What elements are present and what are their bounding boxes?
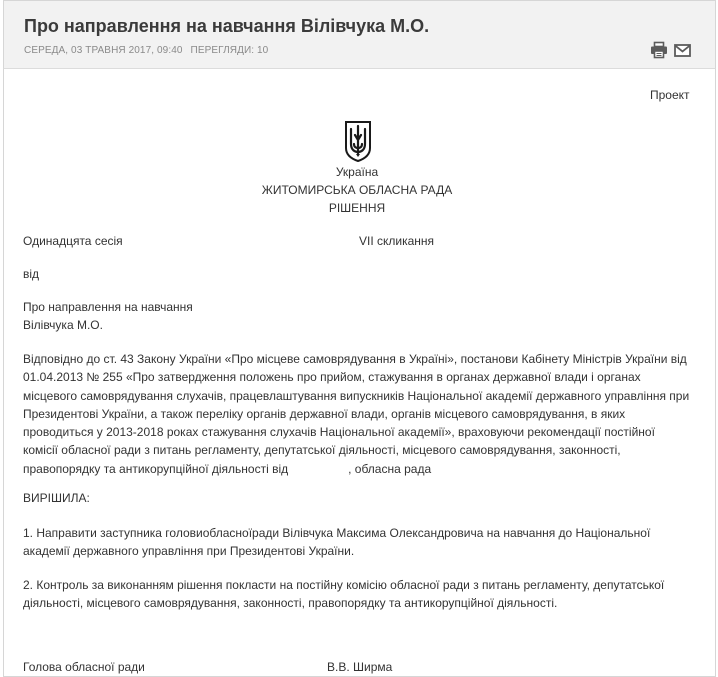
preamble-end: , обласна рада: [348, 461, 432, 476]
email-icon[interactable]: [674, 44, 691, 62]
session-label: Одинадцята сесія: [23, 234, 123, 248]
date-label: від: [23, 267, 40, 281]
preamble-paragraph: [23, 350, 693, 478]
council-name: ЖИТОМИРСЬКА ОБЛАСНА РАДА: [261, 183, 453, 197]
preamble-text: Відповідно до ст. 43 Закону України «Про місцеве самоврядування в Україні», постанови Кабінету Міністрів України від 01.04.2013 № 255 «Про затвердження положень про прийом, стажування в органах державної влади і органах місцевого самоврядування слухачів, працевлаштування випускників Національної академії державного управління при Президентові України, а також переліку органів державної влади, органів місцевого самоврядування, в яких проводиться у 2013-2018 роках стажування слухачів Національної академії», враховуючи рекомендації постійної комісії обласної ради з питань регламенту, депутатської діяльності, місцевого самоврядування, законності, правопорядку та антикорупційної діяльності від: [23, 352, 690, 476]
country-name: Україна: [335, 165, 379, 179]
trident-emblem: [344, 120, 372, 162]
print-icon[interactable]: [650, 41, 668, 64]
decision-item-1: 1. Направити заступника головиобласноїради Вілівчука Максима Олександровича на навчання до Національної академії державного управління при Президентові України.: [23, 526, 651, 559]
article-tools: [645, 41, 695, 61]
article-date: СЕРЕДА, 03 ТРАВНЯ 2017, 09:40: [24, 45, 183, 56]
signature-name: В.В. Ширма: [327, 660, 393, 674]
resolved-heading: ВИРІШИЛА:: [23, 491, 90, 505]
convocation-label: VII скликання: [359, 234, 435, 248]
decision-heading: РІШЕННЯ: [328, 201, 386, 215]
article-views: ПЕРЕГЛЯДИ: 10: [190, 45, 269, 56]
article-title: Про направлення на навчання Вілівчука М.О.: [24, 16, 430, 36]
draft-label: Проект: [650, 88, 690, 102]
subject-line-1: Про направлення на навчання: [23, 300, 193, 314]
signature-title: Голова обласної ради: [23, 660, 145, 674]
decision-item-2: 2. Контроль за виконанням рішення покласти на постійну комісію обласної ради з питань регламенту, депутатської діяльності, місцевого самоврядування, законності, правопорядку та антикорупційної діяльності.: [23, 578, 665, 611]
subject-line-2: Вілівчука М.О.: [23, 318, 103, 332]
article-meta: [24, 45, 268, 56]
article-header: [3, 0, 716, 69]
